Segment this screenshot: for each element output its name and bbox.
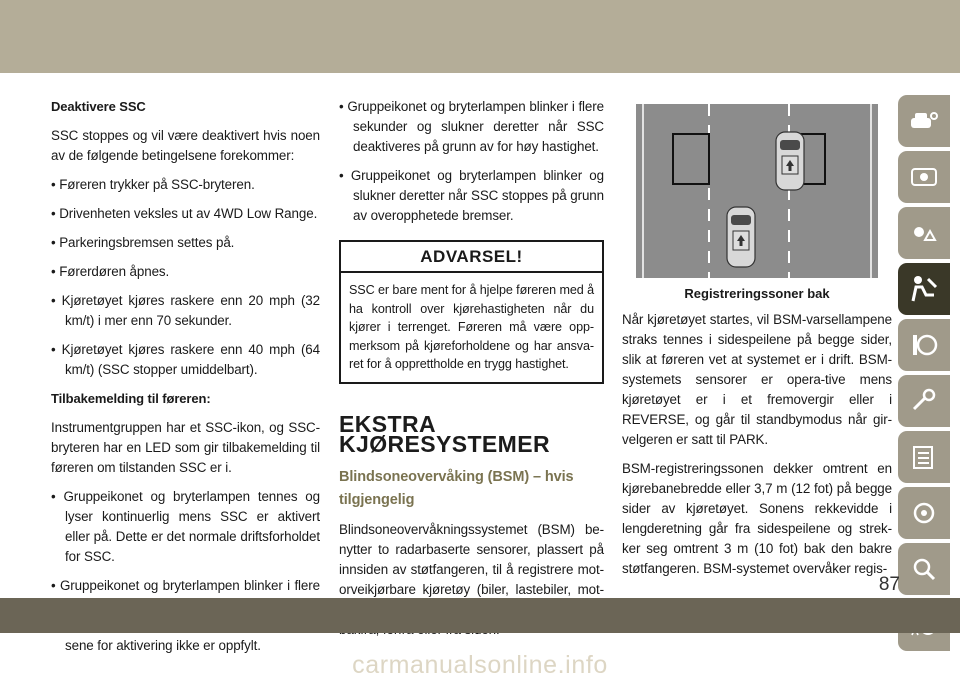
warning-light-icon [909,222,939,244]
list-item: • Kjøretøyet kjøres raskere enn 40 mph (64 km/t) (SSC stopper umiddelbart). [51,342,320,377]
list-item: • Føreren trykker på SSC-bryteren. [51,177,255,192]
tab-search[interactable] [898,543,950,595]
tab-car-key[interactable] [898,95,950,147]
car-front-icon [776,132,804,190]
tab-in-case-of-emergency[interactable] [898,375,950,427]
figure-caption: Registreringssoner bak [684,286,830,301]
left-column [51,97,320,665]
tab-safety[interactable] [898,263,950,315]
service-icon [909,388,939,414]
driver-airbag-icon [908,275,940,303]
chapter-tabs [898,95,960,655]
road-illustration [636,104,878,278]
paragraph: Instrumentgruppen har et SSC-ikon, og SSC-bryteren har en LED som gir tilbakemelding til føreren om tilstanden SSC er i. [51,420,320,475]
heading-deactivate-ssc: Deaktivere SSC [51,99,146,114]
warning-text: SSC er bare ment for å hjelpe føreren med å ha kontroll over kjørehastigheten når du kjører i terrenget. Føreren må være opp-merksom på kjøreforholdene og har ansva-ret for å opprettholde en trygg hastighet. [349,283,594,371]
paragraph: SSC stoppes og vil være deaktivert hvis noen av de følgende betingelsene forekommer: [51,128,320,163]
steering-icon [909,332,939,358]
list-item: • Kjøretøyet kjøres raskere enn 20 mph (32 km/t) i mer enn 70 sekunder. [51,293,320,328]
bsm-detection-zone-figure [636,104,878,278]
navigation-icon [909,500,939,526]
right-column [622,310,892,588]
paragraph: BSM-registreringssonen dekker omtrent en kjørebanebredde eller 3,7 m (12 fot) på begge sider av kjøretøyet. Sonens rekkevidde i lengderetning går fra sidespeilene og strek-ker seg omtrent 3 m (10 fot) bak den bakre støtfangeren. BSM-systemet overvåker regis- [622,461,892,576]
list-item: • Førerdøren åpnes. [51,264,170,279]
paragraph: Blindsoneovervåkningssystemet (BSM) be-nytter to radarbaserte sensorer, plassert på innsiden av støtfangeren, til å registrere mot-orveikjørbare kjøretøy (biler, lastebiler, mot- [339,521,604,597]
tab-servicing[interactable] [898,431,950,483]
subsection-title: Blindsoneovervåking (BSM) – hvis tilgjengelig [339,468,574,508]
heading-driver-feedback: Tilbakemelding til føreren: [51,391,211,406]
car-rear-icon [727,207,755,267]
car-key-icon [909,110,939,132]
warning-title: ADVARSEL! [341,242,602,273]
tab-multimedia[interactable] [898,487,950,539]
page-number: 87 [878,574,900,595]
list-item: • Drivenheten veksles ut av 4WD Low Range. [51,206,318,221]
list-item: • Gruppeikonet og bryterlampen blinker i flere sene for aktivering ikke er oppfylt. [51,578,320,653]
warning-box [339,240,604,384]
index-list-icon [909,444,939,470]
list-item: • Gruppeikonet og bryterlampen blinker i flere sekunder og slukner deretter når SSC deaktiveres på grunn av for høy hastighet. [339,99,604,154]
paragraph: Når kjøretøyet startes, vil BSM-varsellampene straks tennes i sidespeilene på begge sider, slik at føreren vet at systemet er i drift. BSM-systemets sensorer er opera-tive mens kjøretøyet er i et fremovergir eller i REVERSE, og går til standbymodus når gir-velgeren er satt til PARK. [622,312,892,447]
tab-dashboard[interactable] [898,151,950,203]
search-icon [909,556,939,582]
list-item: • Gruppeikonet og bryterlampen blinker og slukner deretter når SSC stoppes på grunn av overopphetede bremser. [339,168,604,223]
watermark: carmanualsonline.info [352,651,608,679]
dashboard-icon [909,166,939,188]
list-item: • Gruppeikonet og bryterlampen tennes og lyser kontinuerlig mens SSC er aktivert eller på. Dette er det normale driftsforholdet for SSC. [51,489,320,564]
list-item: • Parkeringsbremsen settes på. [51,235,235,250]
tab-warning-lights[interactable] [898,207,950,259]
footer-band [0,598,960,633]
section-title: EKSTRA KJØRESYSTEMER [339,410,550,457]
header-band [0,0,960,73]
middle-column [339,97,604,649]
tab-starting-operating[interactable] [898,319,950,371]
